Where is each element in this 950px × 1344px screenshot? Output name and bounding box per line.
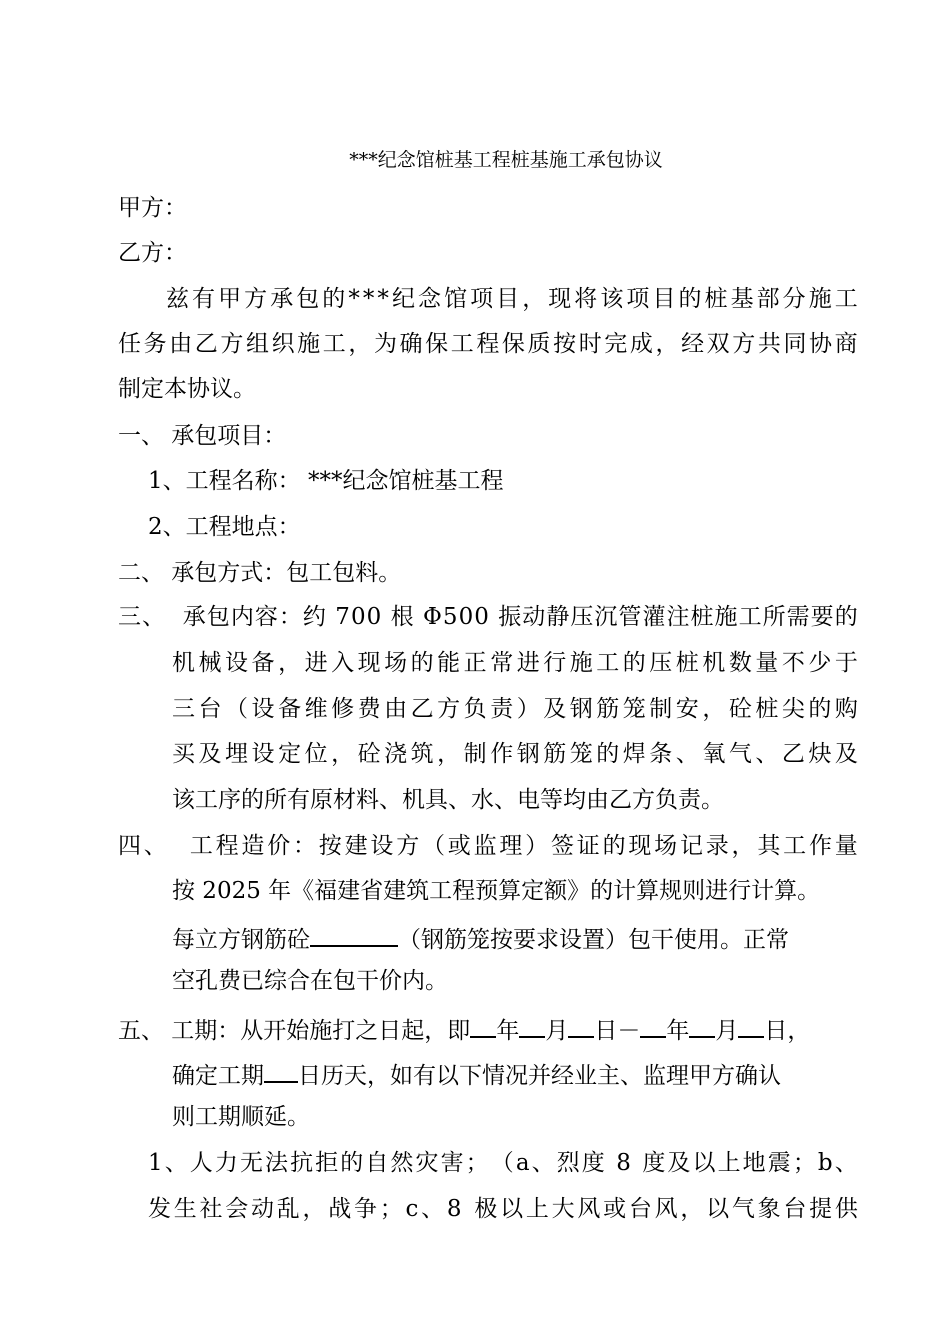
end-day-blank [738,1012,764,1038]
intro-line-2: 任 务 由 乙 方 组 织 施 工 ， 为 确 保 工 程 保 质 按 时 完 成 ， 经 双 方 共 同 协 商 [118,331,858,357]
section-5-line-3: 则工期顺延。 [172,1104,310,1130]
project-location: 2、工程地点： [148,514,301,540]
start-year-blank [470,1012,496,1038]
party-b-label: 乙方： [118,240,187,266]
section-5-line-2: 确定工期 日历天，如有以下情况并经业主、监理甲方确认 [172,1057,950,1091]
unit-price-blank [310,921,398,947]
end-year-blank [640,1012,666,1038]
section-4-line-3: 每立方钢筋砼 （钢筋笼按要求设置）包干使用。正常 [172,921,950,955]
section-3-line-2: 机 械 设 备 ， 进 入 现 场 的 能 正 常 进 行 施 工 的 压 桩 机 数 量 不 少 于 [172,650,858,676]
section-2-heading: 二、 承包方式：包工包料。 [118,560,402,586]
section-5-line-1: 五、 工期：从开始施打之日起，即 年 月 日－ 年 月 日， [118,1012,950,1046]
document-title: ***纪念馆桩基工程桩基施工承包协议 [349,149,663,171]
intro-line-3: 制定本协议。 [118,376,256,402]
start-day-blank [568,1012,594,1038]
condition-1-line-2: 发 生 社 会 动 乱 ， 战 争 ； c 、 8 极 以 上 大 风 或 台 风 ， 以 气 象 台 提 供 [148,1196,858,1222]
section-3-line-1: 三 、 承 包 内 容 ： 约 7 0 0 根 Φ 5 0 0 振 动 静 压 沉 管 灌 注 桩 施 工 所 需 要 的 [118,604,858,630]
section-4-line-2: 按 2025 年《福建省建筑工程预算定额》的计算规则进行计算。 [172,878,821,904]
section-3-line-3: 三 台 （ 设 备 维 修 费 由 乙 方 负 责 ） 及 钢 筋 笼 制 安 ， 砼 桩 尖 的 购 [172,696,858,722]
end-month-blank [689,1012,715,1038]
start-month-blank [519,1012,545,1038]
duration-blank [264,1057,298,1083]
section-4-line-4: 空孔费已综合在包干价内。 [172,968,448,994]
section-1-heading: 一、 承包项目： [118,423,287,449]
project-name: 1、工程名称： ***纪念馆桩基工程 [148,468,504,494]
condition-1-line-1: 1 、 人 力 无 法 抗 拒 的 自 然 灾 害 ； （ a 、 烈 度 8 度 及 以 上 地 震 ； b 、 [148,1150,858,1176]
party-a-label: 甲方： [118,195,187,221]
section-3-line-5: 该工序的所有原材料、机具、水、电等均由乙方负责。 [172,787,724,813]
section-4-line-1: 四 、 工 程 造 价 ： 按 建 设 方 （ 或 监 理 ） 签 证 的 现 场 记 录 ， 其 工 作 量 [118,833,858,859]
intro-line-1: 兹 有 甲 方 承 包 的 * * * 纪 念 馆 项 目 ， 现 将 该 项 目 的 桩 基 部 分 施 工 [166,286,858,312]
section-3-line-4: 买 及 埋 设 定 位 ， 砼 浇 筑 ， 制 作 钢 筋 笼 的 焊 条 、 氧 气 、 乙 炔 及 [172,741,858,767]
